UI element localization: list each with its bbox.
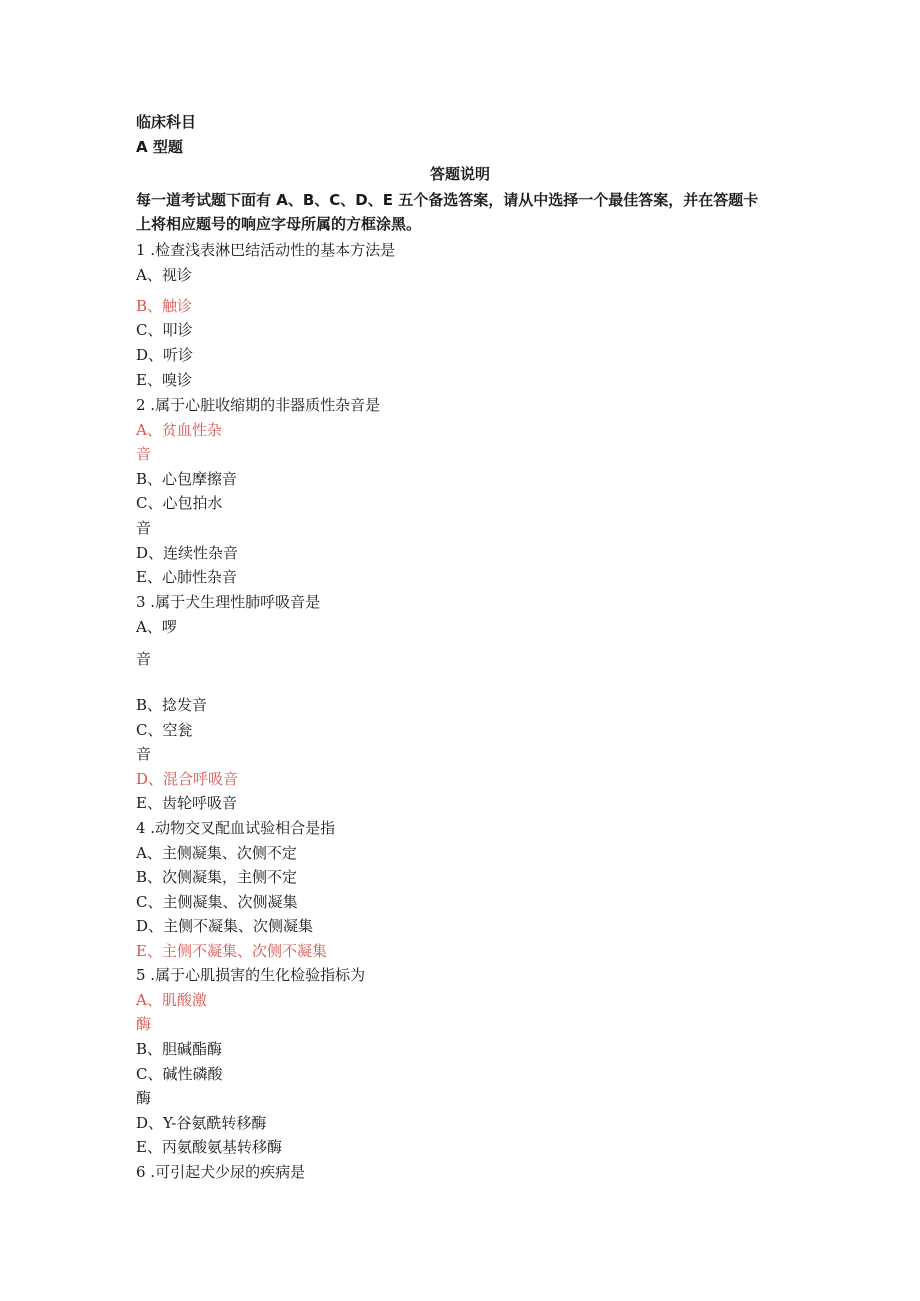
question-2-option-d: D、连续性杂音	[136, 544, 239, 562]
question-4-option-b: B、次侧凝集，主侧不定	[136, 868, 298, 886]
question-3-option-b: B、捻发音	[136, 696, 208, 714]
question-5-option-a-answer-cont: 酶	[136, 1015, 152, 1033]
question-3-option-c: C、空瓮	[136, 721, 193, 739]
question-3-option-a: A、啰	[136, 618, 177, 636]
question-1-option-b-answer: B、触诊	[136, 297, 193, 315]
question-type-heading: A 型题	[136, 138, 183, 156]
question-5-option-d: D、Y-谷氨酰转移酶	[136, 1114, 267, 1132]
question-1-stem: 1 .检查浅表淋巴结活动性的基本方法是	[136, 241, 396, 259]
question-4-option-e-answer: E、主侧不凝集、次侧不凝集	[136, 942, 327, 960]
question-3-stem: 3 .属于犬生理性肺呼吸音是	[136, 593, 321, 611]
question-1-option-a: A、视诊	[136, 266, 192, 284]
question-3-option-e: E、齿轮呼吸音	[136, 794, 237, 812]
question-2-option-e: E、心肺性杂音	[136, 568, 237, 586]
question-4-option-c: C、主侧凝集、次侧凝集	[136, 893, 298, 911]
question-5-option-e: E、丙氨酸氨基转移酶	[136, 1138, 282, 1156]
question-5-option-c-cont: 酶	[136, 1089, 152, 1107]
question-2-option-c: C、心包拍水	[136, 494, 223, 512]
question-2-stem: 2 .属于心脏收缩期的非器质性杂音是	[136, 396, 381, 414]
question-5-option-a-answer: A、肌酸激	[136, 991, 207, 1009]
question-2-option-a-answer-cont: 音	[136, 445, 152, 463]
subject-heading: 临床科目	[136, 113, 197, 131]
question-1-option-c: C、叩诊	[136, 321, 193, 339]
question-1-option-d: D、听诊	[136, 346, 194, 364]
question-5-option-b: B、胆碱酯酶	[136, 1040, 223, 1058]
instructions-title: 答题说明	[429, 165, 490, 183]
question-1-option-e: E、嗅诊	[136, 371, 192, 389]
question-3-option-a-cont: 音	[136, 650, 152, 668]
question-2-option-b: B、心包摩擦音	[136, 470, 238, 488]
question-6-stem: 6 .可引起犬少尿的疾病是	[136, 1163, 306, 1181]
question-5-option-c: C、碱性磷酸	[136, 1065, 223, 1083]
question-4-stem: 4 .动物交叉配血试验相合是指	[136, 819, 336, 837]
question-2-option-a-answer: A、贫血性杂	[136, 421, 222, 439]
question-2-option-c-cont: 音	[136, 519, 152, 537]
question-3-option-d-answer: D、混合呼吸音	[136, 770, 239, 788]
question-3-option-c-cont: 音	[136, 745, 152, 763]
instructions-line-2: 上将相应题号的响应字母所属的方框涂黑。	[136, 215, 422, 233]
question-4-option-d: D、主侧不凝集、次侧凝集	[136, 917, 314, 935]
instructions-line-1: 每一道考试题下面有 A、B、C、D、E 五个备选答案，请从中选择一个最佳答案，并在答题卡	[136, 191, 759, 209]
question-4-option-a: A、主侧凝集、次侧不定	[136, 844, 297, 862]
question-5-stem: 5 .属于心肌损害的生化检验指标为	[136, 966, 366, 984]
